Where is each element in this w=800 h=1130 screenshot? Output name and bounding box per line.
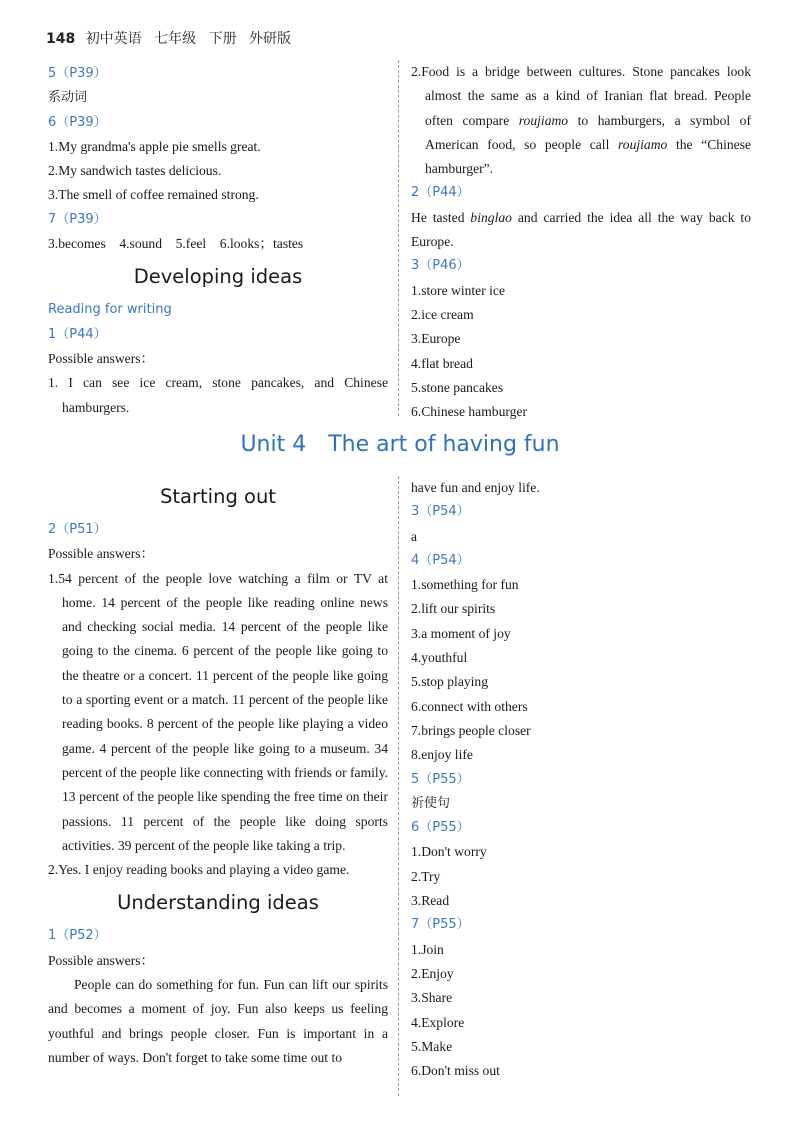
bottom-right-column bbox=[411, 476, 751, 1083]
answer-item: 4.flat bread bbox=[411, 355, 473, 371]
answer-item: 3.becomes 4.sound 5.feel 6.looks；tastes bbox=[48, 236, 304, 252]
answer-text: He tasted bbox=[411, 209, 471, 225]
answer-item: 3.The smell of coffee remained strong. bbox=[48, 187, 259, 203]
answer-item: 5.stop playing bbox=[411, 674, 489, 690]
answer-item: 2.Yes. I enjoy reading books and playing a video game. bbox=[48, 862, 350, 878]
answer-text: 系动词 bbox=[48, 90, 88, 106]
unit-name: The art of having fun bbox=[328, 432, 560, 457]
answer-text: 2.Food is a bridge between cultures. Stone pancakes look almost the same as a kind of Iranian flat bread. People often compare bbox=[411, 64, 751, 128]
answer-item: 3.Share bbox=[411, 990, 453, 1006]
answer-text: a bbox=[411, 528, 418, 544]
answer-item: 1.store winter ice bbox=[411, 282, 505, 298]
answer-item: 7.brings people closer bbox=[411, 722, 531, 738]
answer-item bbox=[411, 60, 751, 181]
subsection-heading: Reading for writing bbox=[48, 302, 172, 318]
top-right-column bbox=[411, 60, 751, 424]
grade-label: 七年级 bbox=[154, 31, 197, 47]
exercise-ref: 7（P39） bbox=[48, 211, 107, 227]
exercise-ref: 1（P52） bbox=[48, 928, 107, 944]
exercise-ref: 7（P55） bbox=[411, 917, 470, 933]
answer-item: 2.ice cream bbox=[411, 306, 474, 322]
section-title: Understanding ideas bbox=[117, 891, 319, 915]
answer-item: 1.My grandma's apple pie smells great. bbox=[48, 138, 261, 154]
italic-term: roujiamo bbox=[617, 136, 668, 152]
answer-item: 3.Read bbox=[411, 893, 450, 909]
column-divider bbox=[398, 60, 399, 416]
answer-item: 1.Don't worry bbox=[411, 844, 487, 860]
exercise-ref: 5（P39） bbox=[48, 66, 107, 81]
answer-item: 1.54 percent of the people love watching a film or TV at home. 14 percent of the people like reading online news and checking social media. 14 percent of the people like going to the cinema. 6 percent of the people like going to the theatre or a concert. 11 percent of the people like going to a sporting event or a match. 11 percent of the people like reading books. 8 percent of the people like playing a video game. 4 percent of the people like going to a museum. 34 percent of the people like connecting with friends or family. 13 percent of the people like spending the free time on their passions. 11 percent of the people like doing sports activities. 39 percent of the people like taking a trip. bbox=[48, 570, 389, 853]
exercise-ref: 6（P39） bbox=[48, 114, 107, 130]
answer-item: 5.stone pancakes bbox=[411, 379, 504, 395]
answer-text: to hamburgers, a symbol of American food, so people call bbox=[425, 112, 751, 152]
answer-item: 3.Europe bbox=[411, 331, 461, 347]
column-divider bbox=[398, 476, 399, 1096]
answer-item: 6.connect with others bbox=[411, 698, 528, 714]
exercise-ref: 2（P44） bbox=[411, 185, 470, 201]
publisher-label: 外研版 bbox=[249, 31, 292, 47]
answer-text: the “Chinese hamburger”. bbox=[425, 136, 752, 177]
italic-term: roujiamo bbox=[518, 112, 569, 128]
answer-text: 祈使句 bbox=[411, 795, 451, 811]
answer-item: 2.Try bbox=[411, 868, 441, 884]
unit-title bbox=[0, 432, 800, 457]
bottom-left-column bbox=[48, 476, 388, 1070]
volume-label: 下册 bbox=[208, 31, 237, 47]
italic-term: binglao bbox=[470, 209, 512, 225]
exercise-ref: 3（P54） bbox=[411, 504, 470, 520]
possible-answers-label: Possible answers： bbox=[48, 350, 155, 366]
answer-item: 1.something for fun bbox=[411, 577, 519, 593]
answer-item: 8.enjoy life bbox=[411, 747, 473, 763]
answer-item: 5.Make bbox=[411, 1038, 453, 1054]
answer-item: 1.Join bbox=[411, 941, 444, 957]
section-title: Developing ideas bbox=[133, 265, 303, 289]
answer-text: and carried the idea all the way back to Europe. bbox=[411, 209, 752, 250]
answer-item: 4.youthful bbox=[411, 650, 468, 666]
page-header bbox=[46, 28, 299, 48]
possible-answers-label: Possible answers： bbox=[48, 546, 155, 562]
top-left-column bbox=[48, 62, 388, 420]
exercise-ref: 5（P55） bbox=[411, 771, 470, 787]
answer-text: have fun and enjoy life. bbox=[411, 480, 540, 495]
answer-item: 2.My sandwich tastes delicious. bbox=[48, 163, 222, 179]
unit-number: Unit 4 bbox=[240, 432, 307, 457]
exercise-ref: 2（P51） bbox=[48, 522, 107, 537]
possible-answers-label: Possible answers： bbox=[48, 952, 155, 968]
answer-item: 1. I can see ice cream, stone pancakes, and Chinese hamburgers. bbox=[48, 375, 388, 415]
book-subject: 初中英语 bbox=[85, 31, 142, 47]
answer-item: 6.Chinese hamburger bbox=[411, 404, 528, 420]
page-number: 148 bbox=[46, 31, 76, 47]
answer-paragraph: People can do something for fun. Fun can lift our spirits and becomes a moment of joy. Fun also keeps us feeling youthful and brings people closer. Fun is important in a number of ways. Don't forget to take some time out to bbox=[48, 977, 388, 1065]
answer-item: 3.a moment of joy bbox=[411, 625, 511, 641]
answer-item: 4.Explore bbox=[411, 1014, 465, 1030]
answer-text bbox=[411, 206, 751, 255]
exercise-ref: 1（P44） bbox=[48, 326, 107, 342]
exercise-ref: 4（P54） bbox=[411, 552, 470, 568]
answer-item: 6.Don't miss out bbox=[411, 1063, 500, 1079]
section-title: Starting out bbox=[160, 485, 276, 508]
answer-item: 2.Enjoy bbox=[411, 965, 454, 981]
exercise-ref: 6（P55） bbox=[411, 820, 470, 836]
exercise-ref: 3（P46） bbox=[411, 258, 470, 274]
answer-item: 2.lift our spirits bbox=[411, 601, 496, 617]
